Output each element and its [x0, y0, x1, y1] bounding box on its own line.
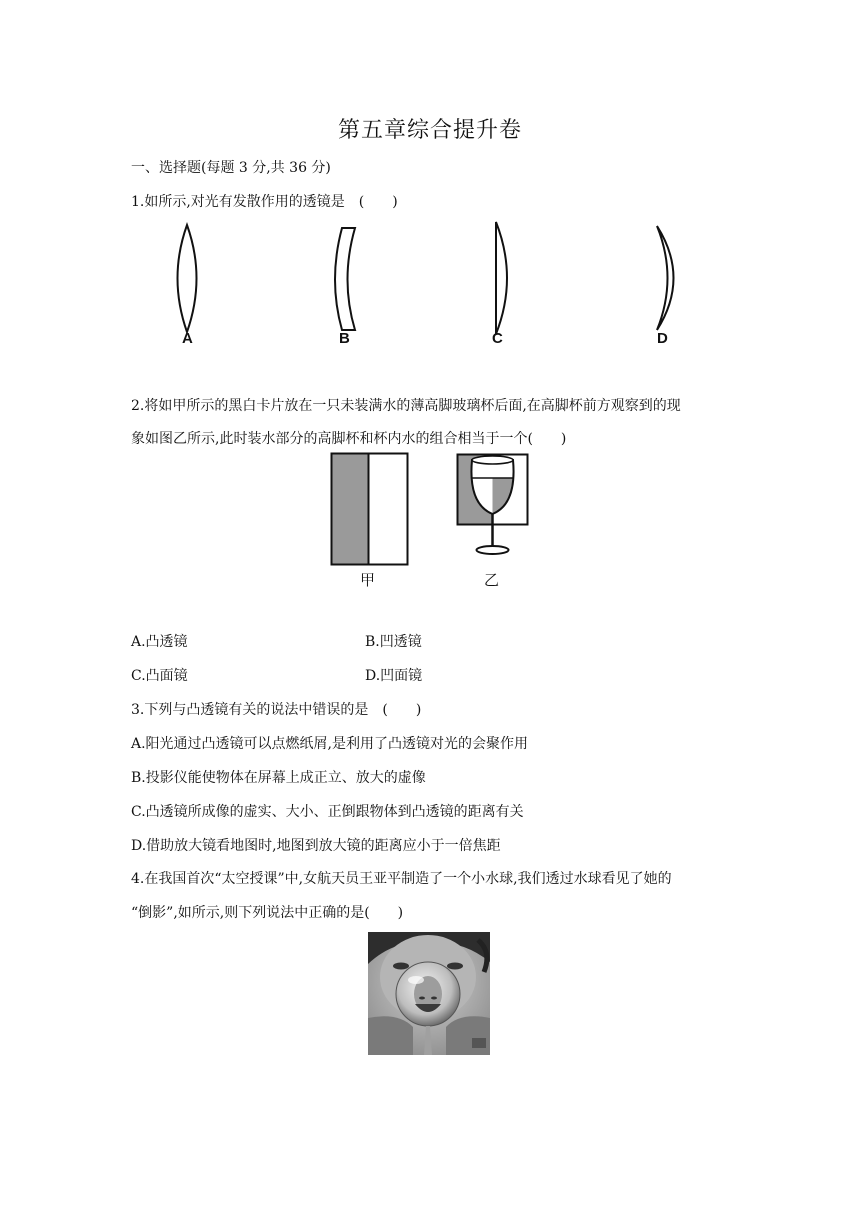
lens-label-c: C	[492, 330, 503, 347]
question-2-stem-line2: 象如图乙所示,此时装水部分的高脚杯和杯内水的组合相当于一个( )	[131, 431, 567, 447]
lens-label-d: D	[657, 330, 668, 347]
question-3-option-a: A.阳光通过凸透镜可以点燃纸屑,是利用了凸透镜对光的会聚作用	[131, 736, 529, 752]
question-2-stem-line1: 2.将如甲所示的黑白卡片放在一只未装满水的薄高脚玻璃杯后面,在高脚杯前方观察到的现	[131, 398, 681, 414]
question-2-option-a: A.凸透镜	[131, 634, 188, 650]
question-4-stem-line2: “倒影”,如所示,则下列说法中正确的是( )	[131, 905, 404, 921]
question-3-option-d: D.借助放大镜看地图时,地图到放大镜的距离应小于一倍焦距	[131, 838, 501, 854]
lens-d-icon	[657, 226, 674, 330]
figure-label-jia: 甲	[360, 571, 376, 589]
question-3-stem: 3.下列与凸透镜有关的说法中错误的是 ( )	[131, 702, 422, 718]
question-1-stem: 1.如所示,对光有发散作用的透镜是 ( )	[131, 194, 398, 210]
question-2-option-d: D.凹面镜	[365, 668, 423, 684]
question-2-option-b: B.凹透镜	[365, 634, 422, 650]
lens-c-icon	[496, 222, 507, 334]
figure-label-yi: 乙	[484, 571, 500, 589]
page-title: 第五章综合提升卷	[337, 118, 522, 143]
card-figure-jia	[330, 452, 410, 567]
water-ball-photo	[368, 932, 490, 1055]
question-3-option-c: C.凸透镜所成像的虚实、大小、正倒跟物体到凸透镜的距离有关	[131, 804, 524, 820]
lens-figure	[150, 220, 710, 355]
glass-figure-yi	[455, 452, 535, 564]
section-heading: 一、选择题(每题 3 分,共 36 分)	[131, 160, 331, 176]
question-4-stem-line1: 4.在我国首次“太空授课”中,女航天员王亚平制造了一个小水球,我们透过水球看见了她的	[131, 871, 672, 887]
question-2-option-c: C.凸面镜	[131, 668, 188, 684]
lens-label-a: A	[182, 330, 193, 347]
lens-b-icon	[335, 228, 355, 330]
lens-label-b: B	[339, 330, 350, 347]
lens-a-icon	[178, 225, 197, 332]
question-3-option-b: B.投影仪能使物体在屏幕上成正立、放大的虚像	[131, 770, 426, 786]
